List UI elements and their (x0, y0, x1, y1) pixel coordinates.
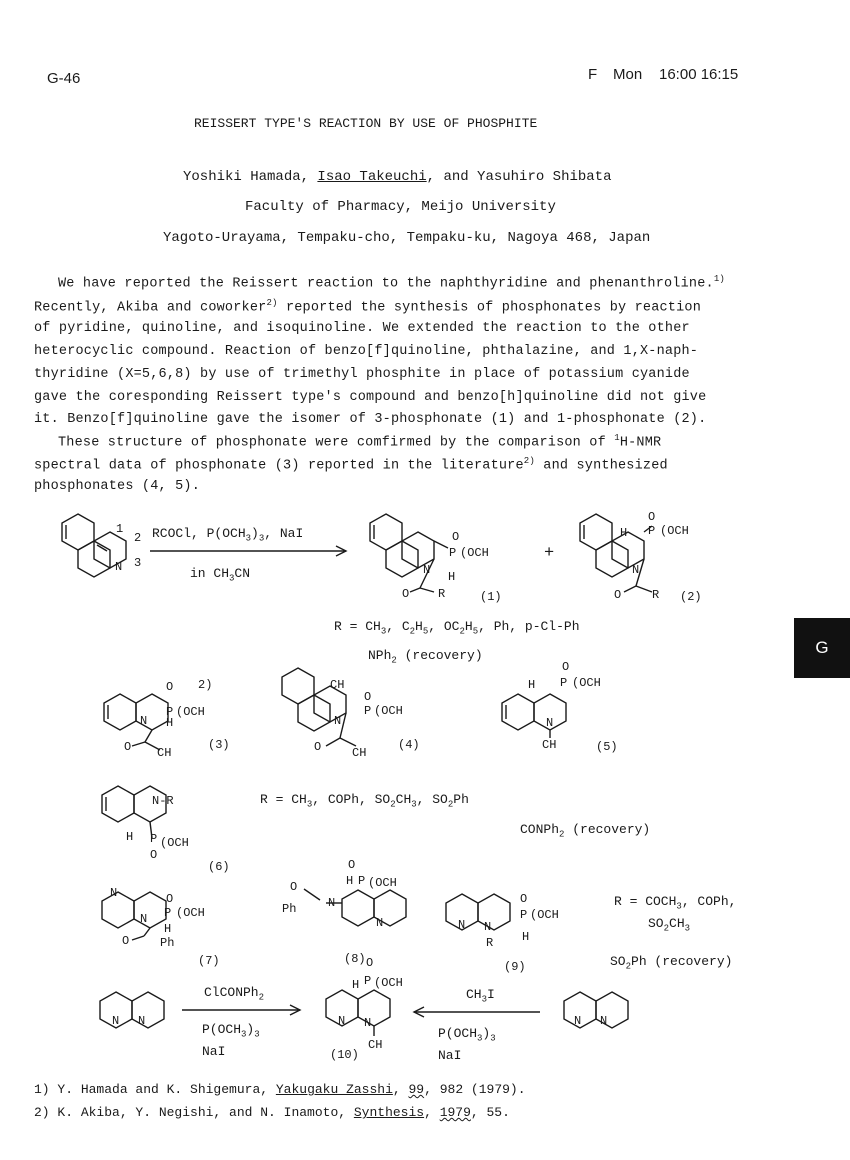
reagents-left-top: ClCONPh$_2$ (204, 985, 265, 1003)
abstract-line: These structure of phosphonate were comfirmed by the comparison of $^1$H-NMR (58, 433, 662, 451)
atom-label: P (166, 705, 174, 719)
atom-label: O (314, 740, 322, 754)
atom-label: (OCH (530, 908, 559, 922)
atom-label: CH (157, 746, 172, 760)
session-time: 16:00 16:15 (659, 66, 739, 83)
atom-label: O (290, 880, 298, 894)
reference-mark: 1) (713, 274, 726, 284)
solvent-step-1: in $CH_3CN$ (190, 566, 251, 584)
atom-label: N (112, 1014, 120, 1028)
abstract-line: heterocyclic compound. Reaction of benzo[f]quinoline, phthalazine, and 1,X-naph- (34, 344, 699, 359)
atom-label: O (166, 892, 174, 906)
structure-compound-3 (104, 694, 168, 750)
author-1: Yoshiki Hamada, (183, 169, 318, 185)
atom-label: (OCH (160, 836, 189, 850)
reagents-right-top: $CH_3I$ (466, 987, 495, 1005)
reagents-step-1: RCOCl, $P(OCH_3)_3$, NaI (152, 526, 304, 544)
atom-label: P (648, 524, 656, 538)
ring-number: 2 (134, 531, 142, 545)
atom-label: H (522, 930, 530, 944)
atom-label: H (528, 678, 536, 692)
atom-label: R (652, 588, 660, 602)
atom-label: O (150, 848, 158, 862)
atom-label: N (334, 714, 342, 728)
abstract-line: phosphonates (4, 5). (34, 479, 201, 494)
atom-label: O (402, 587, 410, 601)
structure-compound-4 (282, 668, 356, 746)
reagents-right-phosphite: $P(OCH_3)_3$ (438, 1026, 496, 1044)
abstract-line: it. Benzo[f]quinoline gave the isomer of 3-phosphonate (1) and 1-phosphonate (2). (34, 412, 707, 427)
section-tab: G (794, 618, 850, 678)
recovery-note-1: NPh$_2$ (recovery) (368, 648, 483, 666)
atom-label: (OCH (176, 906, 205, 920)
atom-label: P (364, 974, 372, 988)
atom-label: O (520, 892, 528, 906)
atom-label: N (328, 896, 336, 910)
atom-label: H (620, 526, 628, 540)
atom-label: P (164, 906, 172, 920)
atom-label: (OCH (176, 705, 205, 719)
abstract-line: gave the coresponding Reissert type's compound and benzo[h]quinoline did not give (34, 390, 707, 405)
atom-label: O (124, 740, 132, 754)
reagents-right-nai: NaI (438, 1048, 462, 1063)
atom-label: N (140, 714, 148, 728)
compound-label: (2) (680, 590, 702, 604)
compound-label: (8) (344, 952, 366, 966)
compound-label: (10) (330, 1048, 359, 1062)
reference-mark: 2) (198, 678, 213, 692)
atom-label: H (164, 922, 172, 936)
compound-label: (1) (480, 590, 502, 604)
atom-label: N (364, 1016, 372, 1030)
structure-compound-9 (446, 894, 510, 930)
atom-label: (OCH (460, 546, 489, 560)
r-group-list-1: $R = CH_3$, $C_2H_5$, $OC_2H_5$, Ph, p-Cl-Ph (334, 619, 580, 637)
author-3: , and Yasuhiro Shibata (426, 169, 612, 185)
page-code: G-46 (47, 70, 81, 87)
atom-label: P (358, 874, 366, 888)
atom-label: CH (352, 746, 367, 760)
atom-label: O (614, 588, 622, 602)
atom-label: Ph (282, 902, 297, 916)
atom-label: O (648, 510, 656, 524)
affiliation: Faculty of Pharmacy, Meijo University (245, 199, 556, 215)
reagents-left-phosphite: $P(OCH_3)_3$ (202, 1022, 260, 1040)
compound-label: (6) (208, 860, 230, 874)
abstract-line: of pyridine, quinoline, and isoquinoline. We extended the reaction to the other (34, 321, 690, 336)
atom-label: P (520, 908, 528, 922)
recovery-note-2: CONPh$_2$ (recovery) (520, 822, 651, 840)
atom-label: (OCH (374, 704, 403, 718)
reference-mark: 2) (266, 298, 278, 308)
session-day: Mon (613, 66, 643, 83)
r-group-list-3: $R = COCH_3$, COPh, (614, 894, 737, 912)
structure-compound-5 (502, 694, 566, 738)
abstract-line: spectral data of phosphonate (3) reported in the literature$^{2)}$ and synthesized (34, 456, 668, 474)
abstract-line: thyridine (X=5,6,8) by use of trimethyl phosphite in place of potassium cyanide (34, 367, 690, 382)
atom-label: O (166, 680, 174, 694)
atom-label: N (115, 560, 123, 574)
atom-label: CH (368, 1038, 383, 1052)
reagents-left-nai: NaI (202, 1044, 226, 1059)
atom-label: P (449, 546, 457, 560)
atom-label: N (376, 916, 384, 930)
atom-label: H (166, 716, 174, 730)
ring-number: 3 (134, 556, 142, 570)
atom-label: O (364, 690, 372, 704)
session-letter: F (588, 66, 598, 83)
ring-number: 1 (116, 522, 124, 536)
atom-label: O (366, 956, 374, 970)
atom-label: (OCH (660, 524, 689, 538)
r-group-list-3b: $SO_2CH_3$ (648, 916, 691, 934)
compound-label: (4) (398, 738, 420, 752)
atom-label: N (138, 1014, 146, 1028)
atom-label: Ph (160, 936, 175, 950)
atom-label: O (452, 530, 460, 544)
atom-label: N (546, 716, 554, 730)
atom-label: O (122, 934, 130, 948)
structure-compound-10 (326, 990, 390, 1036)
atom-label: P (150, 832, 158, 846)
structure-compound-2 (580, 514, 652, 592)
abstract-line: Recently, Akiba and coworker$^{2)}$ reported the synthesis of phosphonates by reaction (34, 298, 702, 316)
atom-label: O (562, 660, 570, 674)
atom-label: H (448, 570, 456, 584)
r-group-list-2: $R = CH_3$, COPh, $SO_2CH_3$, $SO_2Ph$ (260, 792, 469, 810)
atom-label: N (140, 912, 148, 926)
atom-label: R (438, 587, 446, 601)
atom-label: N-R (152, 794, 174, 808)
plus-sign: + (544, 544, 555, 563)
compound-label: (7) (198, 954, 220, 968)
atom-label: (OCH (368, 876, 397, 890)
atom-label: N (110, 886, 118, 900)
atom-label: CH (330, 678, 345, 692)
compound-label: (3) (208, 738, 230, 752)
atom-label: N (338, 1014, 346, 1028)
atom-label: R (486, 936, 494, 950)
abstract-line: We have reported the Reissert reaction to the naphthyridine and phenanthroline.$^{1)}$ (58, 274, 726, 292)
structure-naphthyridine-left (100, 992, 164, 1028)
reference-1: 1) Y. Hamada and K. Shigemura, Yakugaku Zasshi, 99, 982 (1979). (34, 1082, 526, 1097)
atom-label: N (484, 920, 492, 934)
atom-label: (OCH (374, 976, 403, 990)
atom-label: CH (542, 738, 557, 752)
atom-label: H (126, 830, 134, 844)
atom-label: (OCH (572, 676, 601, 690)
atom-label: H (346, 874, 354, 888)
compound-label: (5) (596, 740, 618, 754)
address: Yagoto-Urayama, Tempaku-cho, Tempaku-ku, Nagoya 468, Japan (163, 230, 651, 246)
structure-compound-1 (370, 514, 448, 592)
atom-label: N (423, 563, 431, 577)
atom-label: H (352, 978, 360, 992)
structure-compound-8 (304, 889, 406, 926)
atom-label: N (632, 563, 640, 577)
atom-label: P (364, 704, 372, 718)
atom-label: N (458, 918, 466, 932)
compound-label: (9) (504, 960, 526, 974)
author-2-presenter: Isao Takeuchi (317, 169, 427, 185)
reference-mark: 2) (523, 456, 535, 466)
reference-2: 2) K. Akiba, Y. Negishi, and N. Inamoto, Synthesis, 1979, 55. (34, 1105, 510, 1120)
atom-label: P (560, 676, 568, 690)
atom-label: O (348, 858, 356, 872)
atom-label: N (600, 1014, 608, 1028)
atom-label: N (574, 1014, 582, 1028)
recovery-note-3: $SO_2Ph$ (recovery) (610, 954, 733, 972)
paper-title: REISSERT TYPE'S REACTION BY USE OF PHOSPHITE (194, 116, 538, 131)
